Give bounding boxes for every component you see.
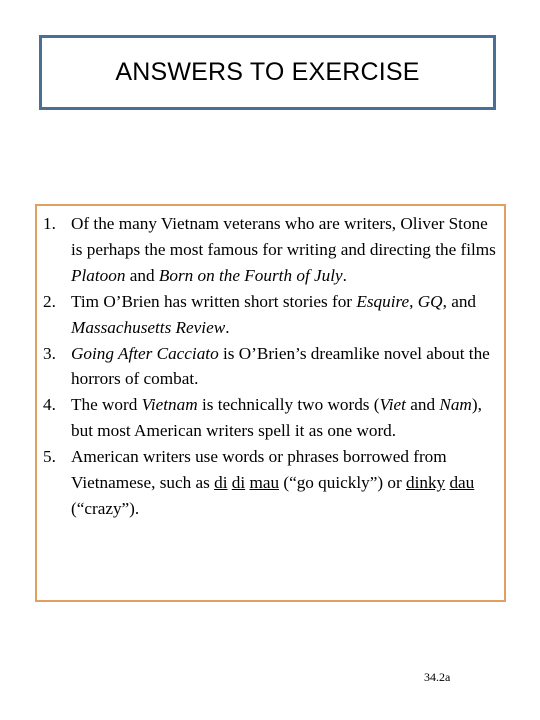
text-segment: , and — [442, 291, 477, 311]
underlined-word: dau — [449, 473, 475, 493]
answer-number: 5. — [43, 447, 56, 467]
italic-title: Viet — [379, 395, 406, 415]
text-segment: (“crazy”). — [71, 498, 140, 518]
text-segment: Tim O’Brien has written short stories for — [71, 291, 357, 311]
text-segment: and — [405, 395, 440, 415]
page-number: 34.2a — [424, 670, 451, 684]
italic-title: Platoon — [71, 265, 126, 285]
answer-text — [71, 292, 476, 337]
title-box — [39, 35, 496, 110]
answer-number: 1. — [43, 214, 56, 233]
text-segment: ), but most American writers spell it as one word. — [71, 395, 482, 441]
answer-item — [43, 444, 499, 522]
italic-title: Vietnam — [141, 395, 198, 415]
text-segment: and — [125, 265, 159, 285]
text-segment: , — [409, 291, 418, 311]
underlined-word: mau — [249, 473, 280, 493]
italic-title: Nam — [439, 395, 472, 415]
answer-item — [43, 392, 499, 444]
italic-title: Massachusetts Review — [71, 317, 226, 337]
answer-text — [71, 344, 490, 389]
page-title: ANSWERS TO EXERCISE — [115, 58, 420, 86]
text-segment: . — [225, 317, 230, 337]
text-segment: American writers use words or phrases borrowed from Vietnamese, such as — [71, 447, 447, 493]
underlined-word: di — [214, 473, 228, 493]
text-segment: The word — [71, 395, 142, 415]
answer-item — [43, 289, 499, 341]
italic-title: GQ — [417, 291, 443, 311]
text-segment: is O’Brien’s dreamlike novel about the horrors of combat. — [71, 343, 490, 389]
text-segment: (“go quickly”) or — [279, 473, 406, 493]
italic-title: Going After Cacciato — [71, 343, 219, 363]
underlined-word: dinky — [406, 473, 446, 493]
answer-number: 3. — [43, 343, 56, 363]
italic-title: Esquire — [356, 291, 410, 311]
answer-item — [43, 341, 499, 393]
answer-text — [71, 214, 496, 285]
answer-number: 2. — [43, 291, 56, 311]
answer-text — [71, 447, 474, 518]
text-segment: is technically two words ( — [197, 395, 380, 415]
italic-title: Born on the Fourth of July — [158, 265, 343, 285]
answer-text — [71, 395, 482, 440]
answer-item — [43, 211, 499, 289]
answer-number: 4. — [43, 395, 56, 415]
answers-box — [35, 204, 506, 602]
answer-list — [43, 211, 499, 522]
text-segment: Of the many Vietnam veterans who are writers, Oliver Stone is perhaps the most famous for writing and directing the films — [71, 214, 496, 259]
text-segment: . — [342, 265, 347, 285]
underlined-word: di — [231, 473, 246, 493]
